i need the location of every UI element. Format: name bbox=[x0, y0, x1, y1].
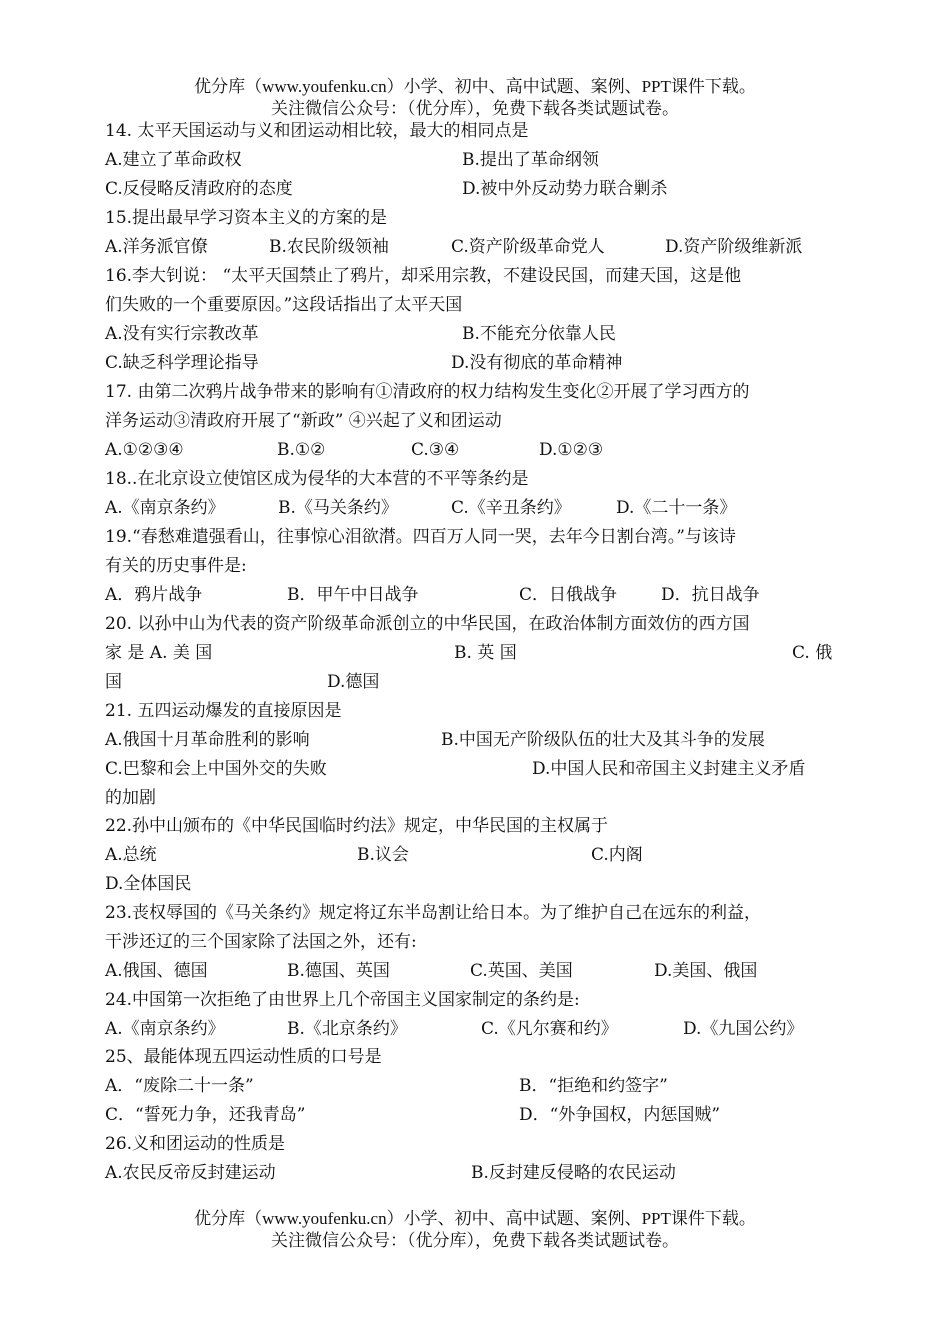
option-c: C.③④ bbox=[411, 440, 460, 460]
option-d-continued: 的加剧 bbox=[105, 788, 156, 808]
question-14-stem: 14. 太平天国运动与义和团运动相比较，最大的相同点是 bbox=[105, 121, 529, 141]
question-23-stem-line-1: 23.丧权辱国的《马关条约》规定将辽东半岛割让给日本。为了维护自己在远东的利益， bbox=[105, 903, 762, 923]
header-line-2: 关注微信公众号：（优分库），免费下载各类试题试卷。 bbox=[271, 99, 679, 118]
option-a: A.洋务派官僚 bbox=[105, 237, 208, 257]
question-19-stem-line-2: 有关的历史事件是: bbox=[105, 556, 247, 576]
option-b: B.议会 bbox=[357, 845, 409, 865]
option-b: B．“拒绝和约签字” bbox=[519, 1076, 668, 1096]
option-c: C.反侵略反清政府的态度 bbox=[105, 179, 293, 199]
option-d: D.《九国公约》 bbox=[683, 1019, 804, 1039]
option-d: D.资产阶级维新派 bbox=[665, 237, 803, 257]
option-c: C.巴黎和会上中国外交的失败 bbox=[105, 759, 327, 779]
question-15-stem: 15.提出最早学习资本主义的方案的是 bbox=[105, 208, 388, 228]
question-18-stem: 18..在北京设立使馆区成为侵华的大本营的不平等条约是 bbox=[105, 469, 529, 489]
option-c: C.《辛丑条约》 bbox=[451, 498, 571, 518]
option-a: A．鸦片战争 bbox=[105, 585, 203, 605]
option-a: A.《南京条约》 bbox=[105, 498, 225, 518]
option-d: D．“外争国权，内惩国贼” bbox=[519, 1105, 721, 1125]
question-22-stem: 22.孙中山颁布的《中华民国临时约法》规定，中华民国的主权属于 bbox=[105, 816, 609, 836]
question-21-stem: 21. 五四运动爆发的直接原因是 bbox=[105, 701, 342, 721]
question-17-stem-line-2: 洋务运动③清政府开展了“新政” ④兴起了义和团运动 bbox=[105, 411, 502, 431]
option-c: C.缺乏科学理论指导 bbox=[105, 353, 259, 373]
option-d: D.美国、俄国 bbox=[654, 961, 758, 981]
option-b: B. 英 国 bbox=[454, 643, 517, 663]
option-c-continued: 国 bbox=[105, 672, 122, 692]
footer-line-1: 优分库（www.youfenku.cn）小学、初中、高中试题、案例、PPT课件下载。 bbox=[194, 1209, 756, 1228]
option-a: A.农民反帝反封建运动 bbox=[105, 1163, 276, 1183]
option-c: C.内阁 bbox=[591, 845, 643, 865]
option-a: A.《南京条约》 bbox=[105, 1019, 225, 1039]
option-d: D.①②③ bbox=[539, 440, 604, 460]
option-a: A.①②③④ bbox=[105, 440, 184, 460]
option-c: C.《凡尔赛和约》 bbox=[481, 1019, 618, 1039]
option-d: D.全体国民 bbox=[105, 874, 192, 894]
question-23-stem-line-2: 干涉还辽的三个国家除了法国之外，还有: bbox=[105, 932, 417, 952]
question-20-stem-with-option-a: 家 是 A. 美 国 bbox=[105, 643, 213, 663]
footer-line-2: 关注微信公众号：（优分库），免费下载各类试题试卷。 bbox=[271, 1231, 679, 1250]
option-a: A.建立了革命政权 bbox=[105, 150, 242, 170]
option-d: D.《二十一条》 bbox=[616, 498, 737, 518]
question-20-stem-line-1: 20. 以孙中山为代表的资产阶级革命派创立的中华民国，在政治体制方面效仿的西方国 bbox=[105, 614, 750, 634]
option-c: C.资产阶级革命党人 bbox=[451, 237, 605, 257]
page-footer bbox=[0, 1208, 950, 1252]
header-line-1: 优分库（www.youfenku.cn）小学、初中、高中试题、案例、PPT课件下载。 bbox=[194, 77, 756, 96]
option-c: C. 俄 bbox=[792, 643, 833, 663]
option-d: D.没有彻底的革命精神 bbox=[451, 353, 623, 373]
option-b: B.中国无产阶级队伍的壮大及其斗争的发展 bbox=[441, 730, 765, 750]
option-c: C．“誓死力争，还我青岛” bbox=[105, 1105, 306, 1125]
option-a: A.没有实行宗教改革 bbox=[105, 324, 259, 344]
option-b: B.德国、英国 bbox=[287, 961, 390, 981]
option-a: A.总统 bbox=[105, 845, 157, 865]
option-d: D.德国 bbox=[327, 672, 380, 692]
option-a: A.俄国十月革命胜利的影响 bbox=[105, 730, 310, 750]
option-b: B.农民阶级领袖 bbox=[269, 237, 389, 257]
option-b: B.提出了革命纲领 bbox=[462, 150, 599, 170]
question-26-stem: 26.义和团运动的性质是 bbox=[105, 1134, 286, 1154]
option-b: B.《北京条约》 bbox=[287, 1019, 407, 1039]
option-b: B.反封建反侵略的农民运动 bbox=[471, 1163, 676, 1183]
question-16-stem-line-2: 们失败的一个重要原因。”这段话指出了太平天国 bbox=[105, 295, 463, 315]
question-16-stem-line-1: 16.李大钊说： “太平天国禁止了鸦片，却采用宗教，不建设民国，而建天国，这是他 bbox=[105, 266, 742, 286]
option-a: A.俄国、德国 bbox=[105, 961, 208, 981]
question-19-stem-line-1: 19.“春愁难遣强看山，往事惊心泪欲潸。四百万人同一哭，去年今日割台湾。”与该诗 bbox=[105, 527, 736, 547]
option-c: C.英国、美国 bbox=[470, 961, 573, 981]
page-header bbox=[0, 76, 950, 120]
option-b: B.《马关条约》 bbox=[278, 498, 398, 518]
option-c: C．日俄战争 bbox=[519, 585, 618, 605]
option-b: B.①② bbox=[277, 440, 326, 460]
question-17-stem-line-1: 17. 由第二次鸦片战争带来的影响有①清政府的权力结构发生变化②开展了学习西方的 bbox=[105, 382, 750, 402]
option-d: D.中国人民和帝国主义封建主义矛盾 bbox=[532, 759, 806, 779]
option-d: D.被中外反动势力联合剿杀 bbox=[462, 179, 668, 199]
option-b: B.不能充分依靠人民 bbox=[462, 324, 616, 344]
question-25-stem: 25、最能体现五四运动性质的口号是 bbox=[105, 1047, 382, 1067]
option-b: B．甲午中日战争 bbox=[287, 585, 419, 605]
option-d: D．抗日战争 bbox=[661, 585, 760, 605]
option-a: A．“废除二十一条” bbox=[105, 1076, 254, 1096]
question-24-stem: 24.中国第一次拒绝了由世界上几个帝国主义国家制定的条约是: bbox=[105, 990, 580, 1010]
